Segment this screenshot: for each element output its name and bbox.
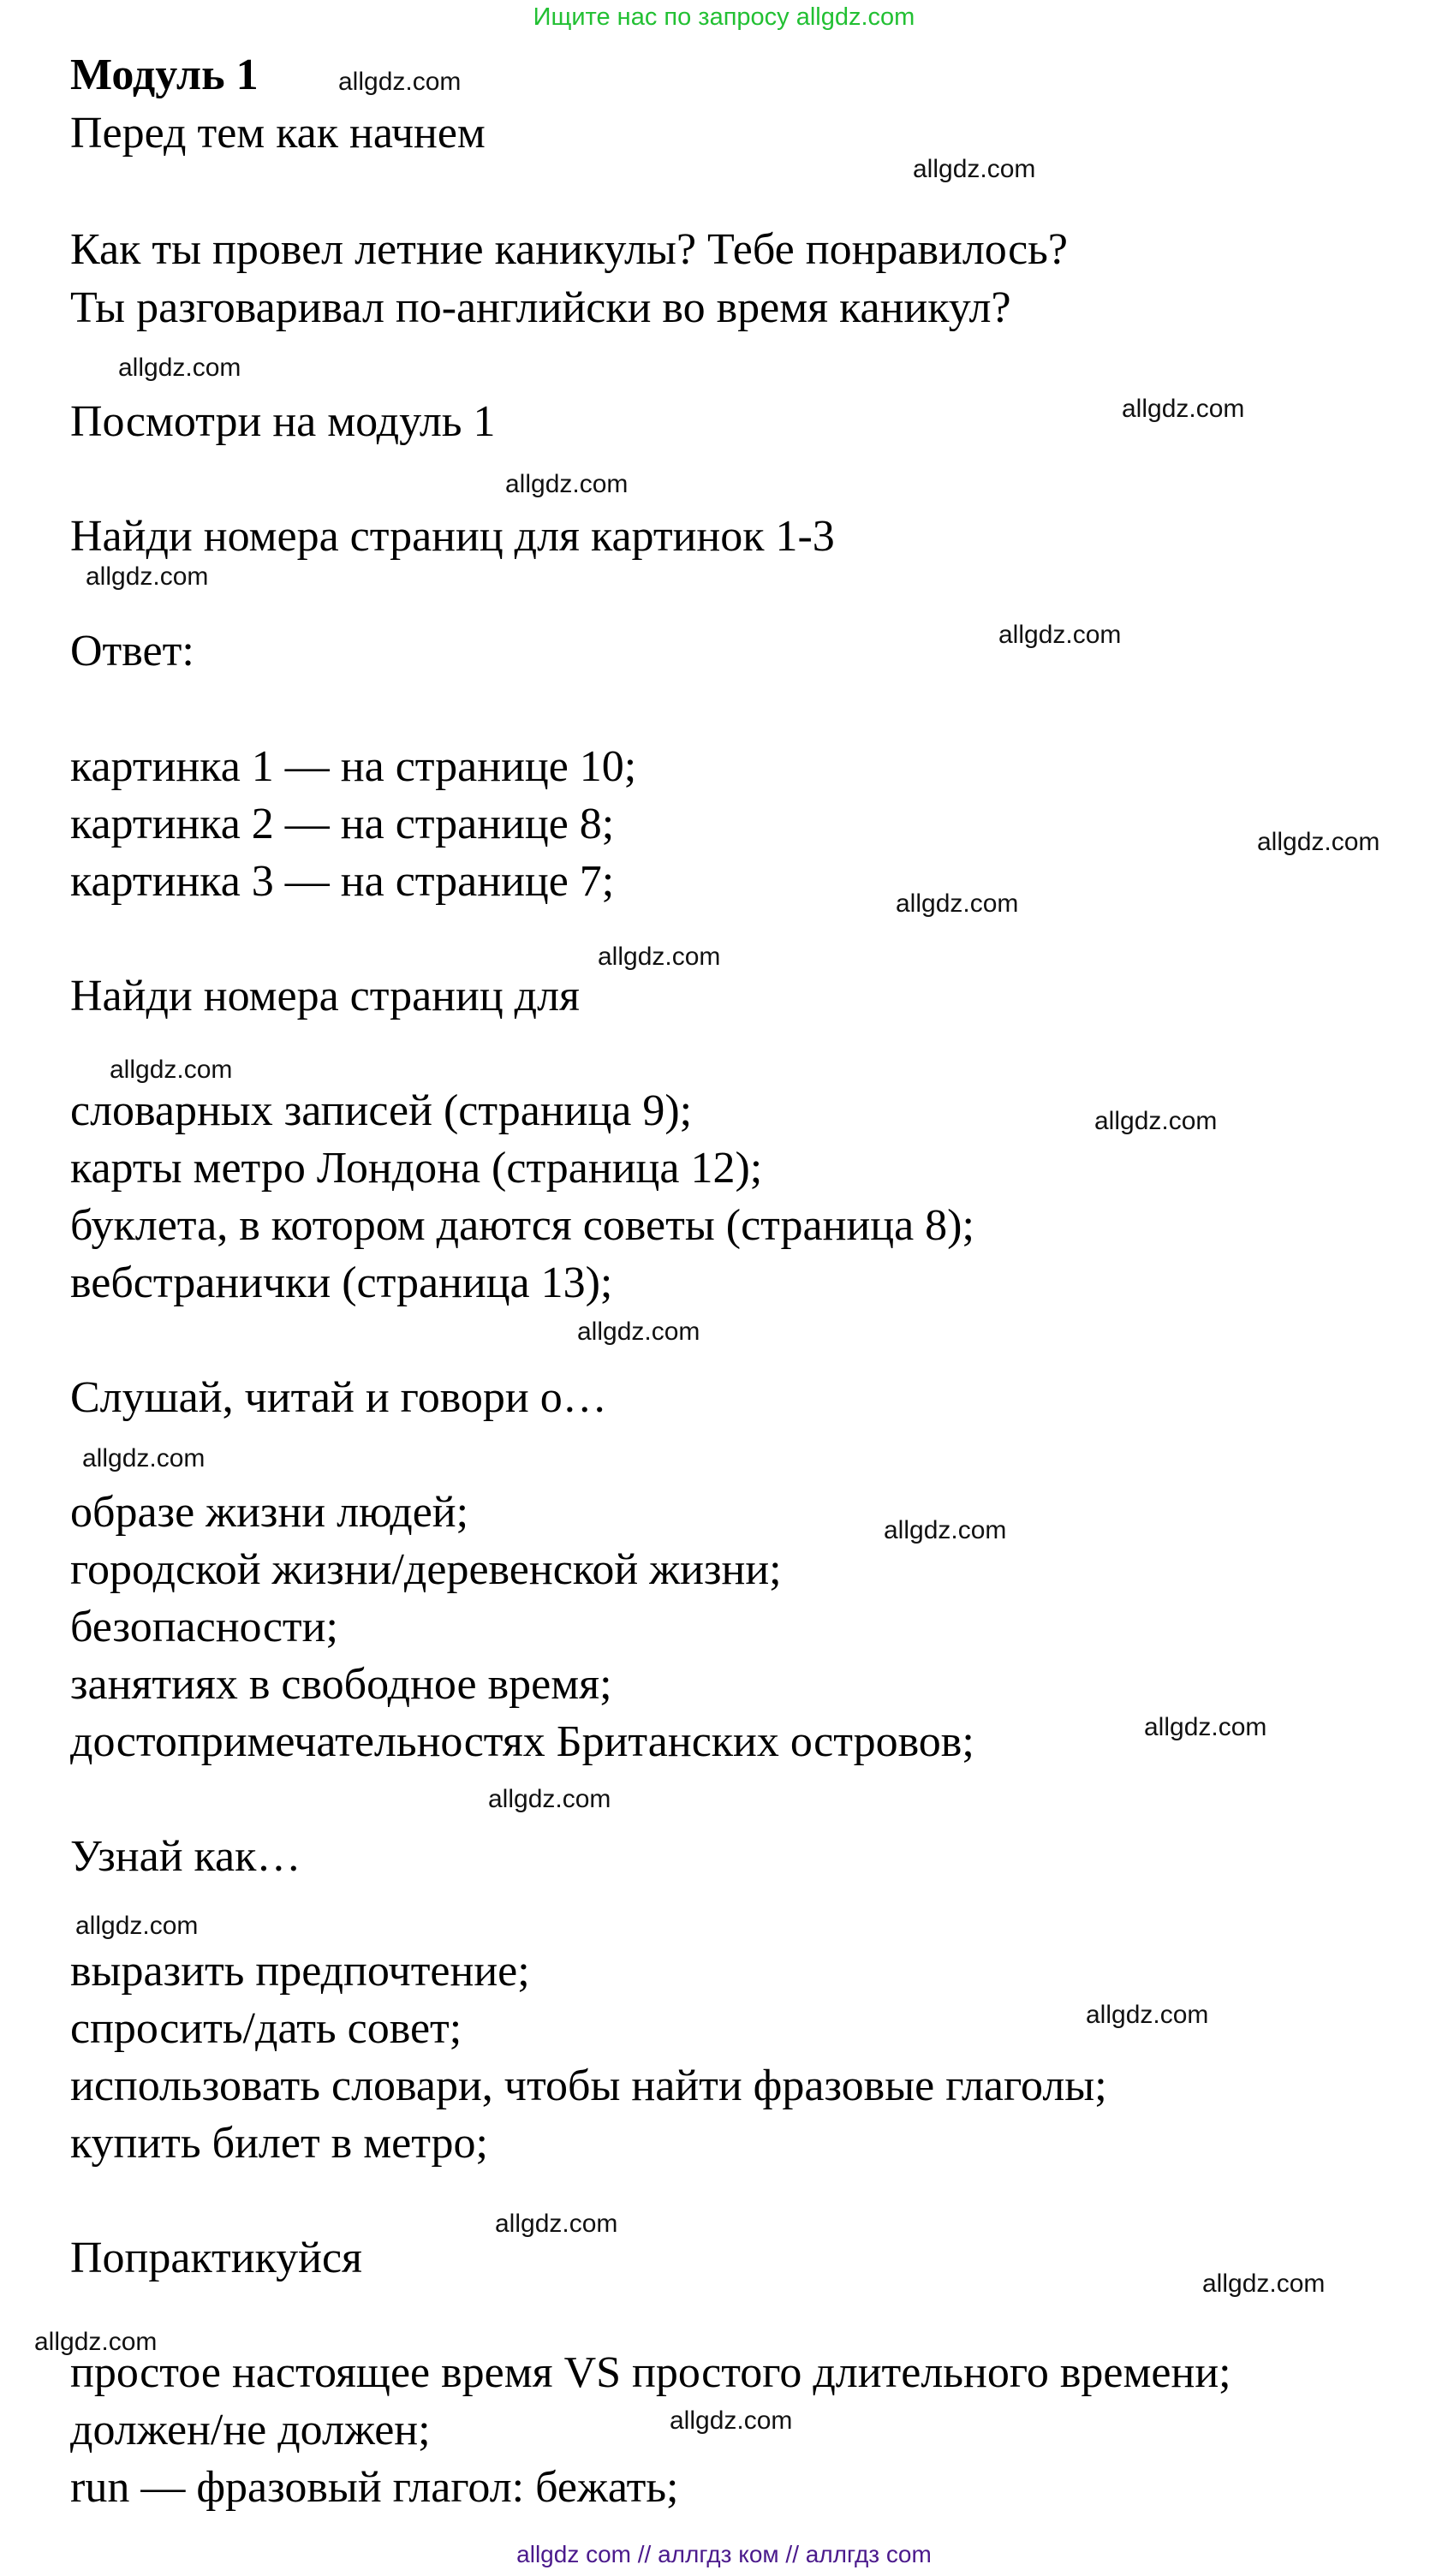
watermark: allgdz.com <box>34 2328 158 2356</box>
list-item: выразить предпочтение; <box>70 1947 530 1996</box>
watermark: allgdz.com <box>1094 1107 1218 1135</box>
footer-watermark: allgdz com // аллгдз ком // аллгдз com <box>516 2541 932 2567</box>
watermark: allgdz.com <box>1144 1713 1267 1741</box>
watermark: allgdz.com <box>1122 395 1245 423</box>
watermark: allgdz.com <box>577 1318 700 1346</box>
watermark: allgdz.com <box>1086 2001 1209 2029</box>
answer-item: картинка 2 — на странице 8; <box>70 800 615 848</box>
task-line: Найди номера страниц для картинок 1-3 <box>70 512 835 561</box>
watermark: allgdz.com <box>75 1912 199 1940</box>
watermark: allgdz.com <box>670 2406 793 2435</box>
list-item: карты метро Лондона (страница 12); <box>70 1144 763 1193</box>
list-item: использовать словари, чтобы найти фразовые глаголы; <box>70 2061 1107 2110</box>
watermark: allgdz.com <box>1257 828 1380 856</box>
watermark: allgdz.com <box>488 1785 611 1813</box>
watermark: allgdz.com <box>884 1516 1007 1544</box>
list-item: словарных записей (страница 9); <box>70 1086 693 1135</box>
task-line: Найди номера страниц для <box>70 972 580 1020</box>
watermark: allgdz.com <box>495 2210 618 2238</box>
watermark: allgdz.com <box>998 621 1122 649</box>
watermark: allgdz.com <box>86 562 209 591</box>
watermark: allgdz.com <box>338 68 462 96</box>
list-item: простое настоящее время VS простого длительного времени; <box>70 2348 1231 2397</box>
answer-item: картинка 1 — на странице 10; <box>70 742 637 791</box>
watermark: allgdz.com <box>913 155 1036 183</box>
question-line: Как ты провел летние каникулы? Тебе понравилось? <box>70 225 1068 274</box>
section-heading: Слушай, читай и говори о… <box>70 1373 607 1422</box>
watermark: allgdz.com <box>1202 2270 1326 2298</box>
list-item: спросить/дать совет; <box>70 2004 462 2053</box>
question-line: Ты разговаривал по-английски во время каникул? <box>70 283 1011 332</box>
section-heading: Посмотри на модуль 1 <box>70 397 496 446</box>
list-item: достопримечательностях Британских островов; <box>70 1717 974 1766</box>
watermark: allgdz.com <box>118 354 241 382</box>
list-item: купить билет в метро; <box>70 2119 489 2168</box>
answer-label: Ответ: <box>70 627 194 675</box>
watermark: allgdz.com <box>505 470 629 498</box>
answer-item: картинка 3 — на странице 7; <box>70 857 615 906</box>
section-heading-before-start: Перед тем как начнем <box>70 109 486 158</box>
module-title: Модуль 1 <box>70 51 259 99</box>
watermark: allgdz.com <box>896 889 1019 918</box>
watermark: allgdz.com <box>110 1056 233 1084</box>
watermark: allgdz.com <box>598 943 721 971</box>
list-item: образе жизни людей; <box>70 1488 469 1537</box>
list-item: занятиях в свободное время; <box>70 1660 612 1709</box>
section-heading: Попрактикуйся <box>70 2234 362 2282</box>
list-item: должен/не должен; <box>70 2406 431 2454</box>
list-item: буклета, в котором даются советы (страница 8); <box>70 1201 974 1250</box>
list-item: безопасности; <box>70 1603 338 1651</box>
list-item: городской жизни/деревенской жизни; <box>70 1545 782 1594</box>
list-item: run — фразовый глагол: бежать; <box>70 2463 679 2512</box>
section-heading: Узнай как… <box>70 1832 301 1881</box>
list-item: вебстранички (страница 13); <box>70 1258 613 1307</box>
watermark: allgdz.com <box>82 1444 206 1472</box>
search-banner: Ищите нас по запросу allgdz.com <box>533 3 915 31</box>
